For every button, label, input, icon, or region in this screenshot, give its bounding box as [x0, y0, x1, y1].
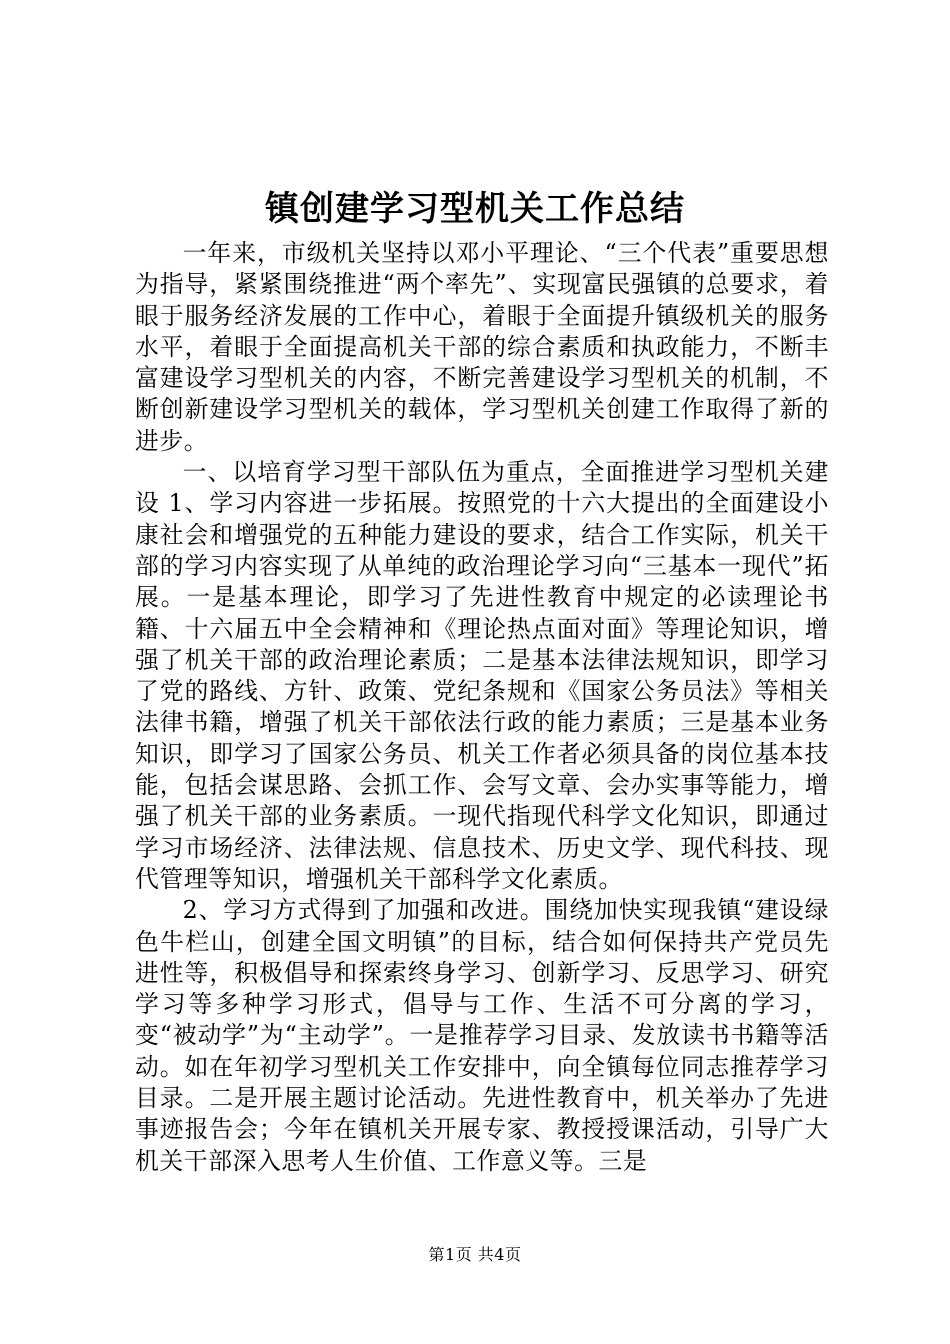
document-body: [135, 238, 829, 1177]
document-title: 镇创建学习型机关工作总结: [265, 189, 685, 229]
paragraph-intro: 一年来，市级机关坚持以邓小平理论、“三个代表”重要思想为指导，紧紧围绕推进“两个率先”、实现富民强镇的总要求，着眼于服务经济发展的工作中心，着眼于全面提升镇级机关的服务水平，着眼于全面提高机关干部的综合素质和执政能力，不断丰富建设学习型机关的内容，不断完善建设学习型机关的机制，不断创新建设学习型机关的载体，学习型机关创建工作取得了新的进步。: [135, 239, 829, 455]
paragraph-section-one: 一、以培育学习型干部队伍为重点，全面推进学习型机关建设 1、学习内容进一步拓展。按照党的十六大提出的全面建设小康社会和增强党的五种能力建设的要求，结合工作实际，机关干部的学习内容实现了从单纯的政治理论学习向“三基本一现代”拓展。一是基本理论，即学习了先进性教育中规定的必读理论书籍、十六届五中全会精神和《理论热点面对面》等理论知识，增强了机关干部的政治理论素质；二是基本法律法规知识，即学习了党的路线、方针、政策、党纪条规和《国家公务员法》等相关法律书籍，增强了机关干部依法行政的能力素质；三是基本业务知识，即学习了国家公务员、机关工作者必须具备的岗位基本技能，包括会谋思路、会抓工作、会写文章、会办实事等能力，增强了机关干部的业务素质。一现代指现代科学文化知识，即通过学习市场经济、法律法规、信息技术、历史文学、现代科技、现代管理等知识，增强机关干部科学文化素质。: [135, 458, 829, 893]
paragraph-study-methods: 2、学习方式得到了加强和改进。围绕加快实现我镇“建设绿色牛栏山，创建全国文明镇”的目标，结合如何保持共产党员先进性等，积极倡导和探索终身学习、创新学习、反思学习、研究学习等多种学习形式，倡导与工作、生活不可分离的学习，变“被动学”为“主动学”。一是推荐学习目录、发放读书书籍等活动。如在年初学习型机关工作安排中，向全镇每位同志推荐学习目录。二是开展主题讨论活动。先进性教育中，机关举办了先进事迹报告会；今年在镇机关开展专家、教授授课活动，引导广大机关干部深入思考人生价值、工作意义等。三是: [135, 896, 829, 1175]
page-number-footer: 第1页 共4页: [428, 1245, 522, 1264]
